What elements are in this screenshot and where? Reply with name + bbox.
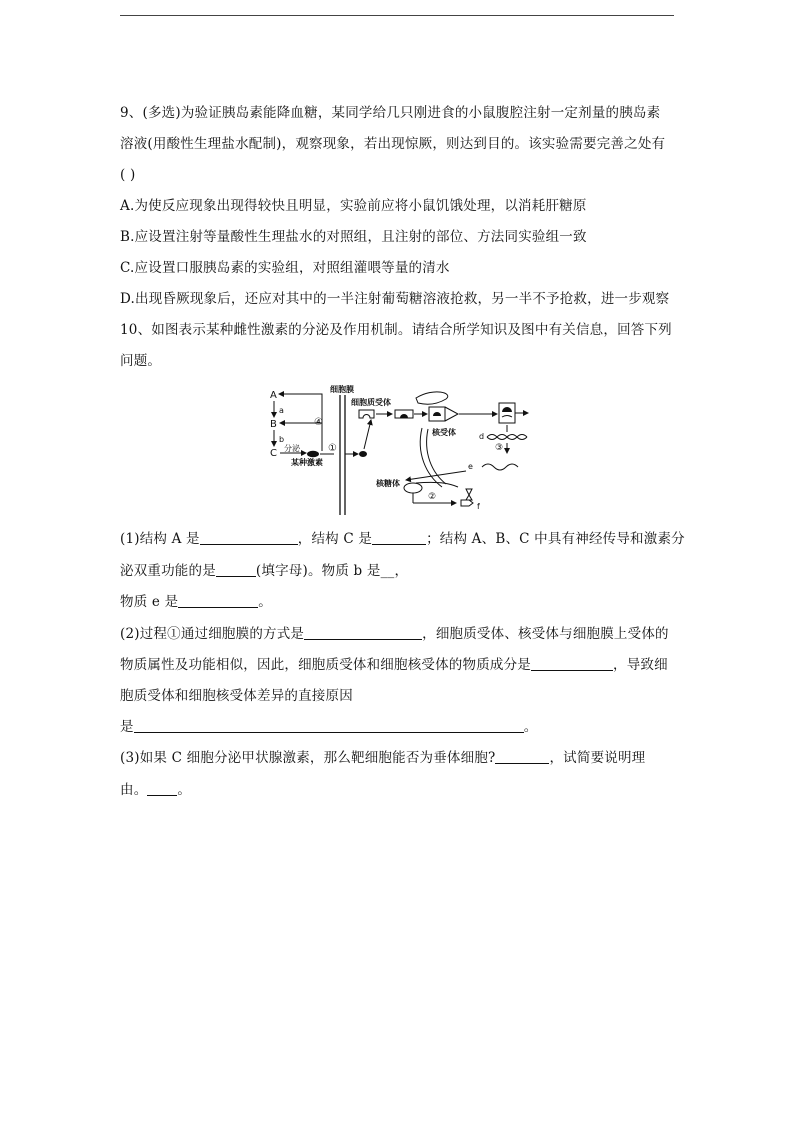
q10-p3-text-b: ，试简要说明理 [549,750,646,766]
q10-p1-text-e: (填字母)。物质 b 是__， [255,563,409,579]
blank-dual-function[interactable] [216,562,256,577]
dna-strand-2 [487,435,527,440]
nuclear-envelope-top [416,392,448,404]
q10-p2-text-b: ，细胞质受体、核受体与细胞膜上受体的 [422,626,669,642]
blank-structure-A[interactable] [200,530,298,545]
label-nuclear-receptor: 核受体 [432,428,456,437]
q10-p3-text-d: 。 [177,782,192,798]
protein-f [461,500,473,506]
label-a: a [279,406,284,415]
q10-part2-line1 [120,624,669,644]
q10-p1-text-f: 物质 e 是 [120,594,179,610]
q9-answer-bracket: ( ) [120,167,136,183]
mrna-arrow [406,471,466,480]
q9-option-a: A.为使反应现象出现得较快且明显，实验前应将小鼠饥饿处理，以消耗肝糖原 [120,198,587,214]
q10-part1-line1 [120,529,685,549]
label-C: C [270,448,277,459]
q10-part3-line2 [120,780,191,800]
header-rule [120,15,674,16]
label-cytoplasm-receptor: 细胞质受体 [351,398,391,407]
q10-p2-text-g: 。 [523,719,538,735]
label-e: e [468,462,473,471]
q10-p2-text-c: 物质属性及功能相似，因此，细胞质受体和细胞核受体的物质成分是 [120,657,531,673]
q10-part2-line2 [120,655,668,675]
label-4: ④ [314,417,323,428]
label-3: ③ [495,443,504,453]
label-1: ① [328,443,337,454]
q10-p2-text-d: ，导致细 [613,657,668,673]
blank-reason[interactable] [147,781,177,796]
label-ribosome: 核糖体 [376,479,400,488]
label-A: A [270,390,277,401]
q9-stem-line1: 9、(多选)为验证胰岛素能降血糖，某同学给几只刚进食的小鼠腹腔注射一定剂量的胰岛素 [120,105,661,121]
blank-membrane-transport[interactable] [304,625,422,640]
q10-p2-text-f: 是 [120,719,134,735]
q10-stem-line1: 10、如图表示某种雌性激素的分泌及作用机制。请结合所学知识及图中有关信息，回答下列 [120,322,672,338]
hormone-molecule-outside [307,451,319,457]
arrow-to-receptor [364,420,371,449]
q9-option-b: B.应设置注射等量酸性生理盐水的对照组，且注射的部位、方法同实验组一致 [120,229,587,245]
label-secrete: 分泌 [284,444,300,453]
protein-f-top [466,489,472,500]
label-b: b [279,435,285,444]
blank-substance-e[interactable] [178,593,258,608]
label-d: d [479,432,485,441]
blank-receptor-substance[interactable] [531,656,613,671]
q9-option-c: C.应设置口服胰岛素的实验组，对照组灌喂等量的清水 [120,260,450,276]
label-cell-membrane: 细胞膜 [330,385,354,394]
blank-structure-C[interactable] [372,530,426,545]
q10-p1-text-b: ，结构 C 是 [297,531,373,547]
q10-stem-line2: 问题。 [120,353,162,369]
q10-part2-line3: 胞质受体和细胞核受体差异的直接原因 [120,688,353,704]
q10-p2-text-a: (2)过程①通过细胞膜的方式是 [120,626,305,642]
q10-part2-line4 [120,717,537,737]
q10-p3-text-c: 由。 [120,782,148,798]
label-B: B [270,419,277,430]
hormone-mechanism-diagram [266,383,534,515]
q10-p1-text-d: 泌双重功能的是 [120,563,216,579]
q10-part1-line3 [120,592,272,612]
blank-pituitary-target[interactable] [495,749,549,764]
label-hormone: 某种激素 [291,458,323,467]
label-f: f [477,502,480,511]
q10-p1-text-c: ；结构 A、B、C 中具有神经传导和激素分 [426,531,685,547]
gene-complex [499,403,515,423]
ribosome [404,483,422,493]
q10-part3-line1 [120,748,645,768]
mrna [482,464,518,470]
blank-direct-reason[interactable] [134,718,524,733]
q10-p1-text-g: 。 [258,594,272,610]
label-2: ② [428,492,437,502]
q10-part1-line2 [120,561,408,581]
q10-p3-text-a: (3)如果 C 细胞分泌甲状腺激素，那么靶细胞能否为垂体细胞? [120,750,496,766]
q9-stem-line2: 溶液(用酸性生理盐水配制)，观察现象，若出现惊厥，则达到目的。该实验需要完善之处有 [120,136,666,152]
q10-p1-text-a: (1)结构 A 是 [120,531,200,547]
q9-option-d: D.出现昏厥现象后，还应对其中的一半注射葡萄糖溶液抢救，另一半不予抢救，进一步观察 [120,291,670,307]
mrna-on-ribosome [416,482,458,487]
receptor-free [359,410,374,418]
hormone-molecule-inside [359,451,367,457]
